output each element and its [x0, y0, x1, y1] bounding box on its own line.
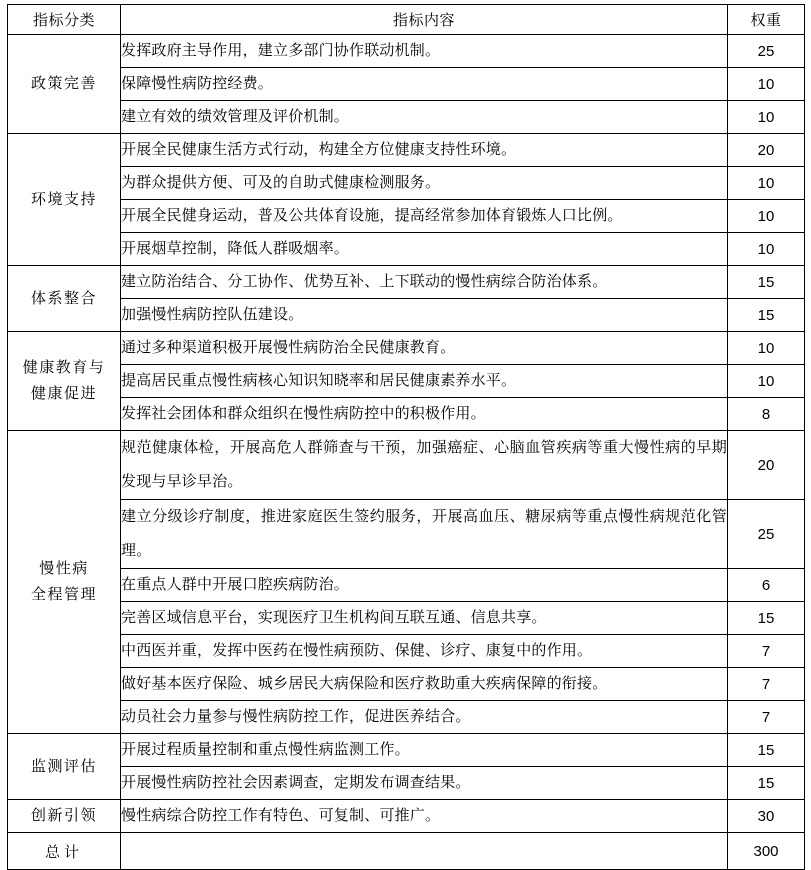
category-label-line: 健康促进: [30, 386, 97, 402]
category-cell: [8, 35, 121, 134]
table-body: [8, 35, 805, 870]
table-row: [8, 200, 805, 233]
header-weight: 权重: [728, 5, 805, 35]
weight-cell: 25: [728, 35, 805, 68]
indicator-content-cell: 慢性病综合防控工作有特色、可复制、可推广。: [121, 800, 728, 833]
table-row: [8, 800, 805, 833]
weight-cell: 10: [728, 332, 805, 365]
weight-cell: 10: [728, 233, 805, 266]
weight-cell: 20: [728, 134, 805, 167]
indicator-content-cell: 建立分级诊疗制度，推进家庭医生签约服务，开展高血压、糖尿病等重点慢性病规范化管理。: [121, 500, 728, 569]
indicator-content-cell: 建立防治结合、分工协作、优势互补、上下联动的慢性病综合防治体系。: [121, 266, 728, 299]
weight-cell: 10: [728, 200, 805, 233]
indicator-content-cell: 在重点人群中开展口腔疾病防治。: [121, 569, 728, 602]
weight-cell: 7: [728, 701, 805, 734]
weight-cell: 8: [728, 398, 805, 431]
category-label-line: 全程管理: [30, 587, 97, 603]
indicator-content-cell: 开展烟草控制，降低人群吸烟率。: [121, 233, 728, 266]
category-cell: [8, 800, 121, 833]
indicator-content-cell: 完善区域信息平台，实现医疗卫生机构间互联互通、信息共享。: [121, 602, 728, 635]
category-cell: [8, 332, 121, 431]
weight-cell: 7: [728, 668, 805, 701]
header-category: 指标分类: [8, 5, 121, 35]
weight-cell: 15: [728, 734, 805, 767]
table-row: [8, 35, 805, 68]
table-row: [8, 167, 805, 200]
table-row: [8, 398, 805, 431]
indicator-content-cell: 建立有效的绩效管理及评价机制。: [121, 101, 728, 134]
total-content-cell: [121, 833, 728, 870]
table-row: [8, 266, 805, 299]
total-weight-cell: 300: [728, 833, 805, 870]
category-cell: [8, 266, 121, 332]
weight-cell: 10: [728, 68, 805, 101]
indicator-weight-table: [7, 4, 805, 870]
indicator-content-cell: 中西医并重，发挥中医药在慢性病预防、保健、诊疗、康复中的作用。: [121, 635, 728, 668]
category-label-line: 监测评估: [30, 758, 97, 775]
table-row: [8, 365, 805, 398]
table-row: [8, 101, 805, 134]
indicator-content-cell: 通过多种渠道积极开展慢性病防治全民健康教育。: [121, 332, 728, 365]
table-row: [8, 233, 805, 266]
indicator-content-cell: 做好基本医疗保险、城乡居民大病保险和医疗救助重大疾病保障的衔接。: [121, 668, 728, 701]
table-row: [8, 602, 805, 635]
table-row: [8, 299, 805, 332]
category-label-line: 政策完善: [30, 76, 97, 92]
indicator-content-cell: 加强慢性病防控队伍建设。: [121, 299, 728, 332]
table-row: [8, 734, 805, 767]
table-header-row: [8, 5, 805, 35]
indicator-content-cell: 提高居民重点慢性病核心知识知晓率和居民健康素养水平。: [121, 365, 728, 398]
table-row: [8, 701, 805, 734]
weight-cell: 10: [728, 167, 805, 200]
indicator-content-cell: 规范健康体检，开展高危人群筛查与干预，加强癌症、心脑血管疾病等重大慢性病的早期发现与早诊早治。: [121, 431, 728, 500]
weight-cell: 15: [728, 767, 805, 800]
indicator-content-cell: 发挥政府主导作用，建立多部门协作联动机制。: [121, 35, 728, 68]
table-row: [8, 569, 805, 602]
category-label-line: 体系整合: [30, 290, 97, 307]
table-row: [8, 500, 805, 569]
header-content: 指标内容: [121, 5, 728, 35]
weight-cell: 10: [728, 365, 805, 398]
total-row: [8, 833, 805, 870]
indicator-content-cell: 保障慢性病防控经费。: [121, 68, 728, 101]
indicator-content-cell: 发挥社会团体和群众组织在慢性病防控中的积极作用。: [121, 398, 728, 431]
weight-cell: 25: [728, 500, 805, 569]
indicator-content-cell: 开展全民健身运动，普及公共体育设施，提高经常参加体育锻炼人口比例。: [121, 200, 728, 233]
indicator-content-cell: 开展全民健康生活方式行动，构建全方位健康支持性环境。: [121, 134, 728, 167]
total-label-cell: 总计: [8, 833, 121, 870]
indicator-content-cell: 开展过程质量控制和重点慢性病监测工作。: [121, 734, 728, 767]
category-cell: [8, 431, 121, 734]
weight-cell: 10: [728, 101, 805, 134]
weight-cell: 30: [728, 800, 805, 833]
weight-cell: 7: [728, 635, 805, 668]
table-row: [8, 68, 805, 101]
table-row: [8, 668, 805, 701]
category-label-line: 创新引领: [30, 808, 97, 824]
indicator-content-cell: 为群众提供方便、可及的自助式健康检测服务。: [121, 167, 728, 200]
table-row: [8, 767, 805, 800]
weight-cell: 6: [728, 569, 805, 602]
weight-cell: 15: [728, 602, 805, 635]
weight-cell: 20: [728, 431, 805, 500]
indicator-content-cell: 开展慢性病防控社会因素调查，定期发布调查结果。: [121, 767, 728, 800]
indicator-content-cell: 动员社会力量参与慢性病防控工作，促进医养结合。: [121, 701, 728, 734]
weight-cell: 15: [728, 266, 805, 299]
table-row: [8, 635, 805, 668]
category-label-line: 环境支持: [30, 191, 97, 208]
weight-cell: 15: [728, 299, 805, 332]
table-row: [8, 431, 805, 500]
category-label-line: 健康教育与: [22, 360, 106, 376]
table-row: [8, 332, 805, 365]
category-label-line: 慢性病: [39, 561, 89, 577]
category-cell: [8, 734, 121, 800]
category-cell: [8, 134, 121, 266]
table-row: [8, 134, 805, 167]
